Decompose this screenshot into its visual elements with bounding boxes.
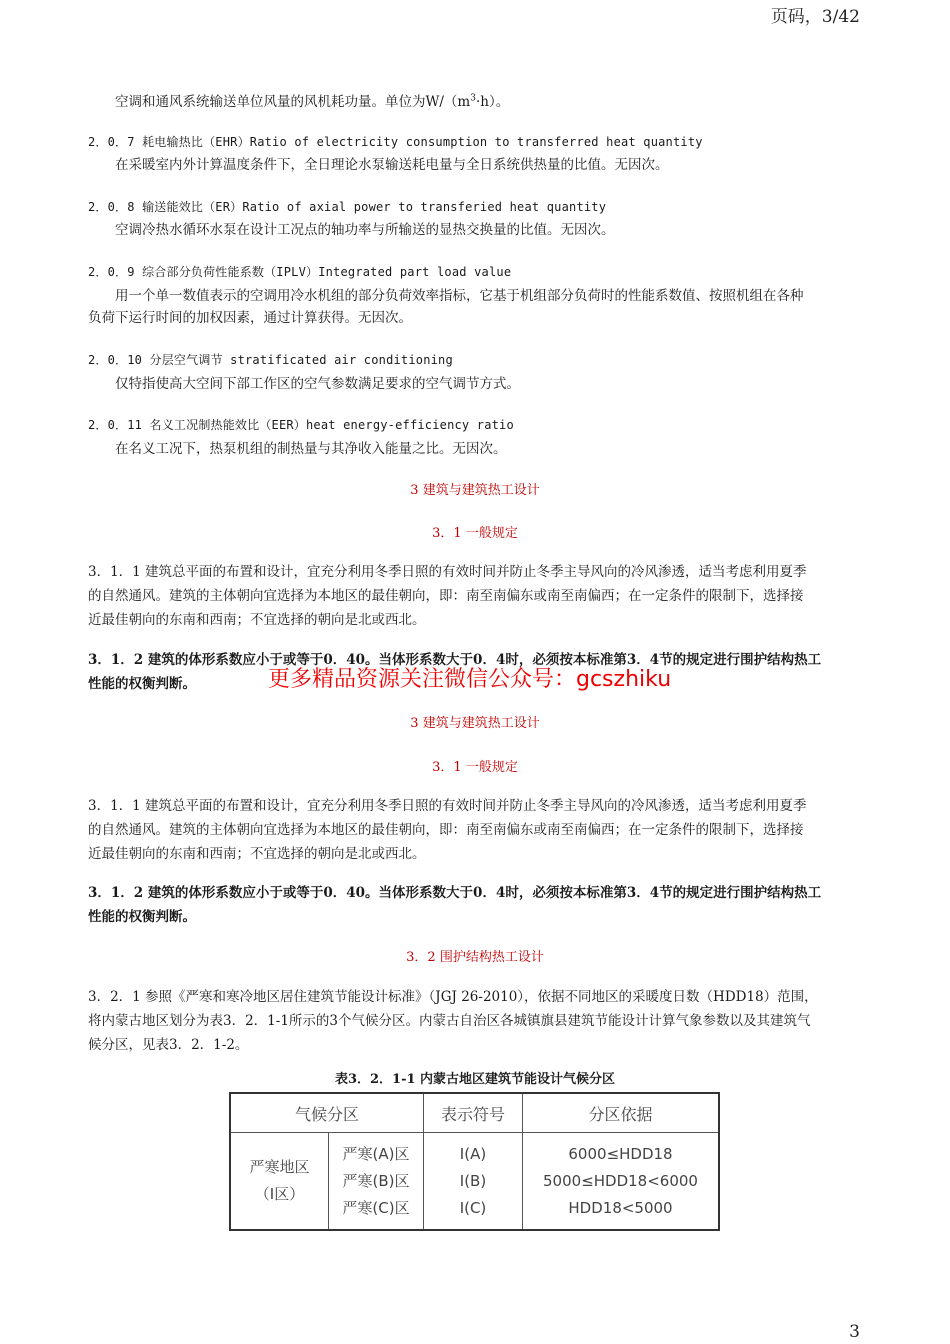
- zone-basis: 5000≤HDD18<6000: [543, 1171, 698, 1190]
- paragraph-line: 候分区，见表3．2．1-2。: [88, 1037, 249, 1053]
- paragraph-line: 3．1．1 建筑总平面的布置和设计，宜充分利用冬季日照的有效时间并防止冬季主导风向的冷风渗透，适当考虑利用夏季: [88, 564, 807, 580]
- section-3-1-heading: 3．1 一般规定: [432, 526, 518, 541]
- page-indicator: 页码，3/42: [770, 7, 860, 27]
- clause-2-0-9-title: 2．0．9 综合部分负荷性能系数（IPLV）Integrated part load value: [88, 265, 512, 279]
- clause-2-0-10-body: 仅特指使高大空间下部工作区的空气参数满足要求的空气调节方式。: [115, 376, 520, 392]
- definition-continuation: [115, 90, 509, 110]
- page-number: 3: [849, 1322, 860, 1342]
- table-caption: 表3．2．1-1 内蒙古地区建筑节能设计气候分区: [334, 1072, 616, 1087]
- column-header-symbol: 表示符号: [424, 1093, 523, 1133]
- paragraph-line: 的自然通风。建筑的主体朝向宜选择为本地区的最佳朝向，即：南至南偏东或南至南偏西；在一定条件的限制下，选择接: [88, 588, 804, 604]
- clause-2-0-8-title: 2．0．8 输送能效比（ER）Ratio of axial power to transferied heat quantity: [88, 200, 607, 214]
- clause-3-1-1: [88, 560, 863, 632]
- paragraph-line: 3．1．1 建筑总平面的布置和设计，宜充分利用冬季日照的有效时间并防止冬季主导风向的冷风渗透，适当考虑利用夏季: [88, 798, 807, 814]
- watermark: 更多精品资源关注微信公众号：gcszhiku: [268, 667, 672, 692]
- table-body-row: [230, 1133, 719, 1231]
- clause-2-0-11-title: 2．0．11 名义工况制热能效比（EER）heat energy-efficiency ratio: [88, 418, 514, 432]
- zone-symbol: Ⅰ(B): [459, 1171, 487, 1190]
- clause-2-0-8-body: 空调冷热水循环水泵在设计工况点的轴功率与所输送的显热交换量的比值。无因次。: [115, 222, 615, 238]
- symbol-cell: [424, 1133, 523, 1231]
- clause-3-1-1-repeat: [88, 794, 863, 866]
- zone-symbol: Ⅰ(C): [459, 1198, 487, 1217]
- zone-group-label: 严寒地区: [249, 1158, 310, 1176]
- superscript: 3: [470, 93, 476, 104]
- clause-2-0-7-title: 2．0．7 耗电输热比（EHR）Ratio of electricity consumption to transferred heat quantity: [88, 135, 703, 149]
- paragraph-line: 将内蒙古地区划分为表3．2．1-1所示的3个气候分区。内蒙古自治区各城镇旗县建筑节能设计计算气象参数以及其建筑气: [88, 1013, 811, 1029]
- climate-zone-table: [229, 1092, 720, 1231]
- paragraph-line: 的自然通风。建筑的主体朝向宜选择为本地区的最佳朝向，即：南至南偏东或南至南偏西；在一定条件的限制下，选择接: [88, 822, 804, 838]
- zone-basis: HDD18<5000: [568, 1198, 673, 1217]
- zone-group-sublabel: （Ⅰ区）: [254, 1185, 305, 1203]
- clause-3-2-1: [88, 985, 863, 1057]
- paragraph-line: 3．2．1 参照《严寒和寒冷地区居住建筑节能设计标准》（JGJ 26-2010），依据不同地区的采暖度日数（HDD18）范围，: [88, 989, 818, 1005]
- clause-2-0-7-body: 在采暖室内外计算温度条件下，全日理论水泵输送耗电量与全日系统供热量的比值。无因次。: [115, 157, 669, 173]
- paragraph-line: 近最佳朝向的东南和西南；不宜选择的朝向是北或西北。: [88, 846, 426, 862]
- chapter-3-heading-repeat: 3 建筑与建筑热工设计: [410, 716, 540, 731]
- zone-group-cell: [230, 1133, 329, 1231]
- column-header-zone: 气候分区: [230, 1093, 424, 1133]
- section-3-2-heading: 3．2 围护结构热工设计: [406, 950, 544, 965]
- paragraph-line: 性能的权衡判断。: [88, 909, 196, 925]
- paragraph-line: 性能的权衡判断。: [88, 676, 196, 692]
- zone-basis: 6000≤HDD18: [568, 1144, 673, 1163]
- zone-cell: [329, 1133, 424, 1231]
- table-header-row: [230, 1093, 719, 1133]
- zone-name: 严寒(A)区: [342, 1144, 410, 1163]
- basis-cell: [523, 1133, 720, 1231]
- zone-name: 严寒(C)区: [342, 1198, 410, 1217]
- paragraph-line: 3．1．2 建筑的体形系数应小于或等于0．40。当体形系数大于0．4时，必须按本标准第3．4节的规定进行围护结构热工: [88, 652, 822, 668]
- clause-2-0-9-body-line2: 负荷下运行时间的加权因素，通过计算获得。无因次。: [88, 310, 412, 326]
- paragraph-line: 近最佳朝向的东南和西南；不宜选择的朝向是北或西北。: [88, 612, 426, 628]
- zone-name: 严寒(B)区: [342, 1171, 410, 1190]
- section-3-1-heading-repeat: 3．1 一般规定: [432, 760, 518, 775]
- definition-text-end: ·h）。: [475, 94, 510, 110]
- zone-symbol: Ⅰ(A): [459, 1144, 487, 1163]
- chapter-3-heading: 3 建筑与建筑热工设计: [410, 483, 540, 498]
- column-header-basis: 分区依据: [523, 1093, 720, 1133]
- definition-text: 空调和通风系统输送单位风量的风机耗功量。单位为W/（m: [115, 94, 471, 110]
- clause-2-0-10-title: 2．0．10 分层空气调节 stratificated air conditioning: [88, 353, 453, 367]
- paragraph-line: 3．1．2 建筑的体形系数应小于或等于0．40。当体形系数大于0．4时，必须按本标准第3．4节的规定进行围护结构热工: [88, 885, 822, 901]
- clause-2-0-11-body: 在名义工况下，热泵机组的制热量与其净收入能量之比。无因次。: [115, 441, 507, 457]
- clause-3-1-2-repeat: [88, 881, 863, 929]
- clause-2-0-9-body-line1: 用一个单一数值表示的空调用冷水机组的部分负荷效率指标，它基于机组部分负荷时的性能系数值、按照机组在各种: [115, 288, 804, 304]
